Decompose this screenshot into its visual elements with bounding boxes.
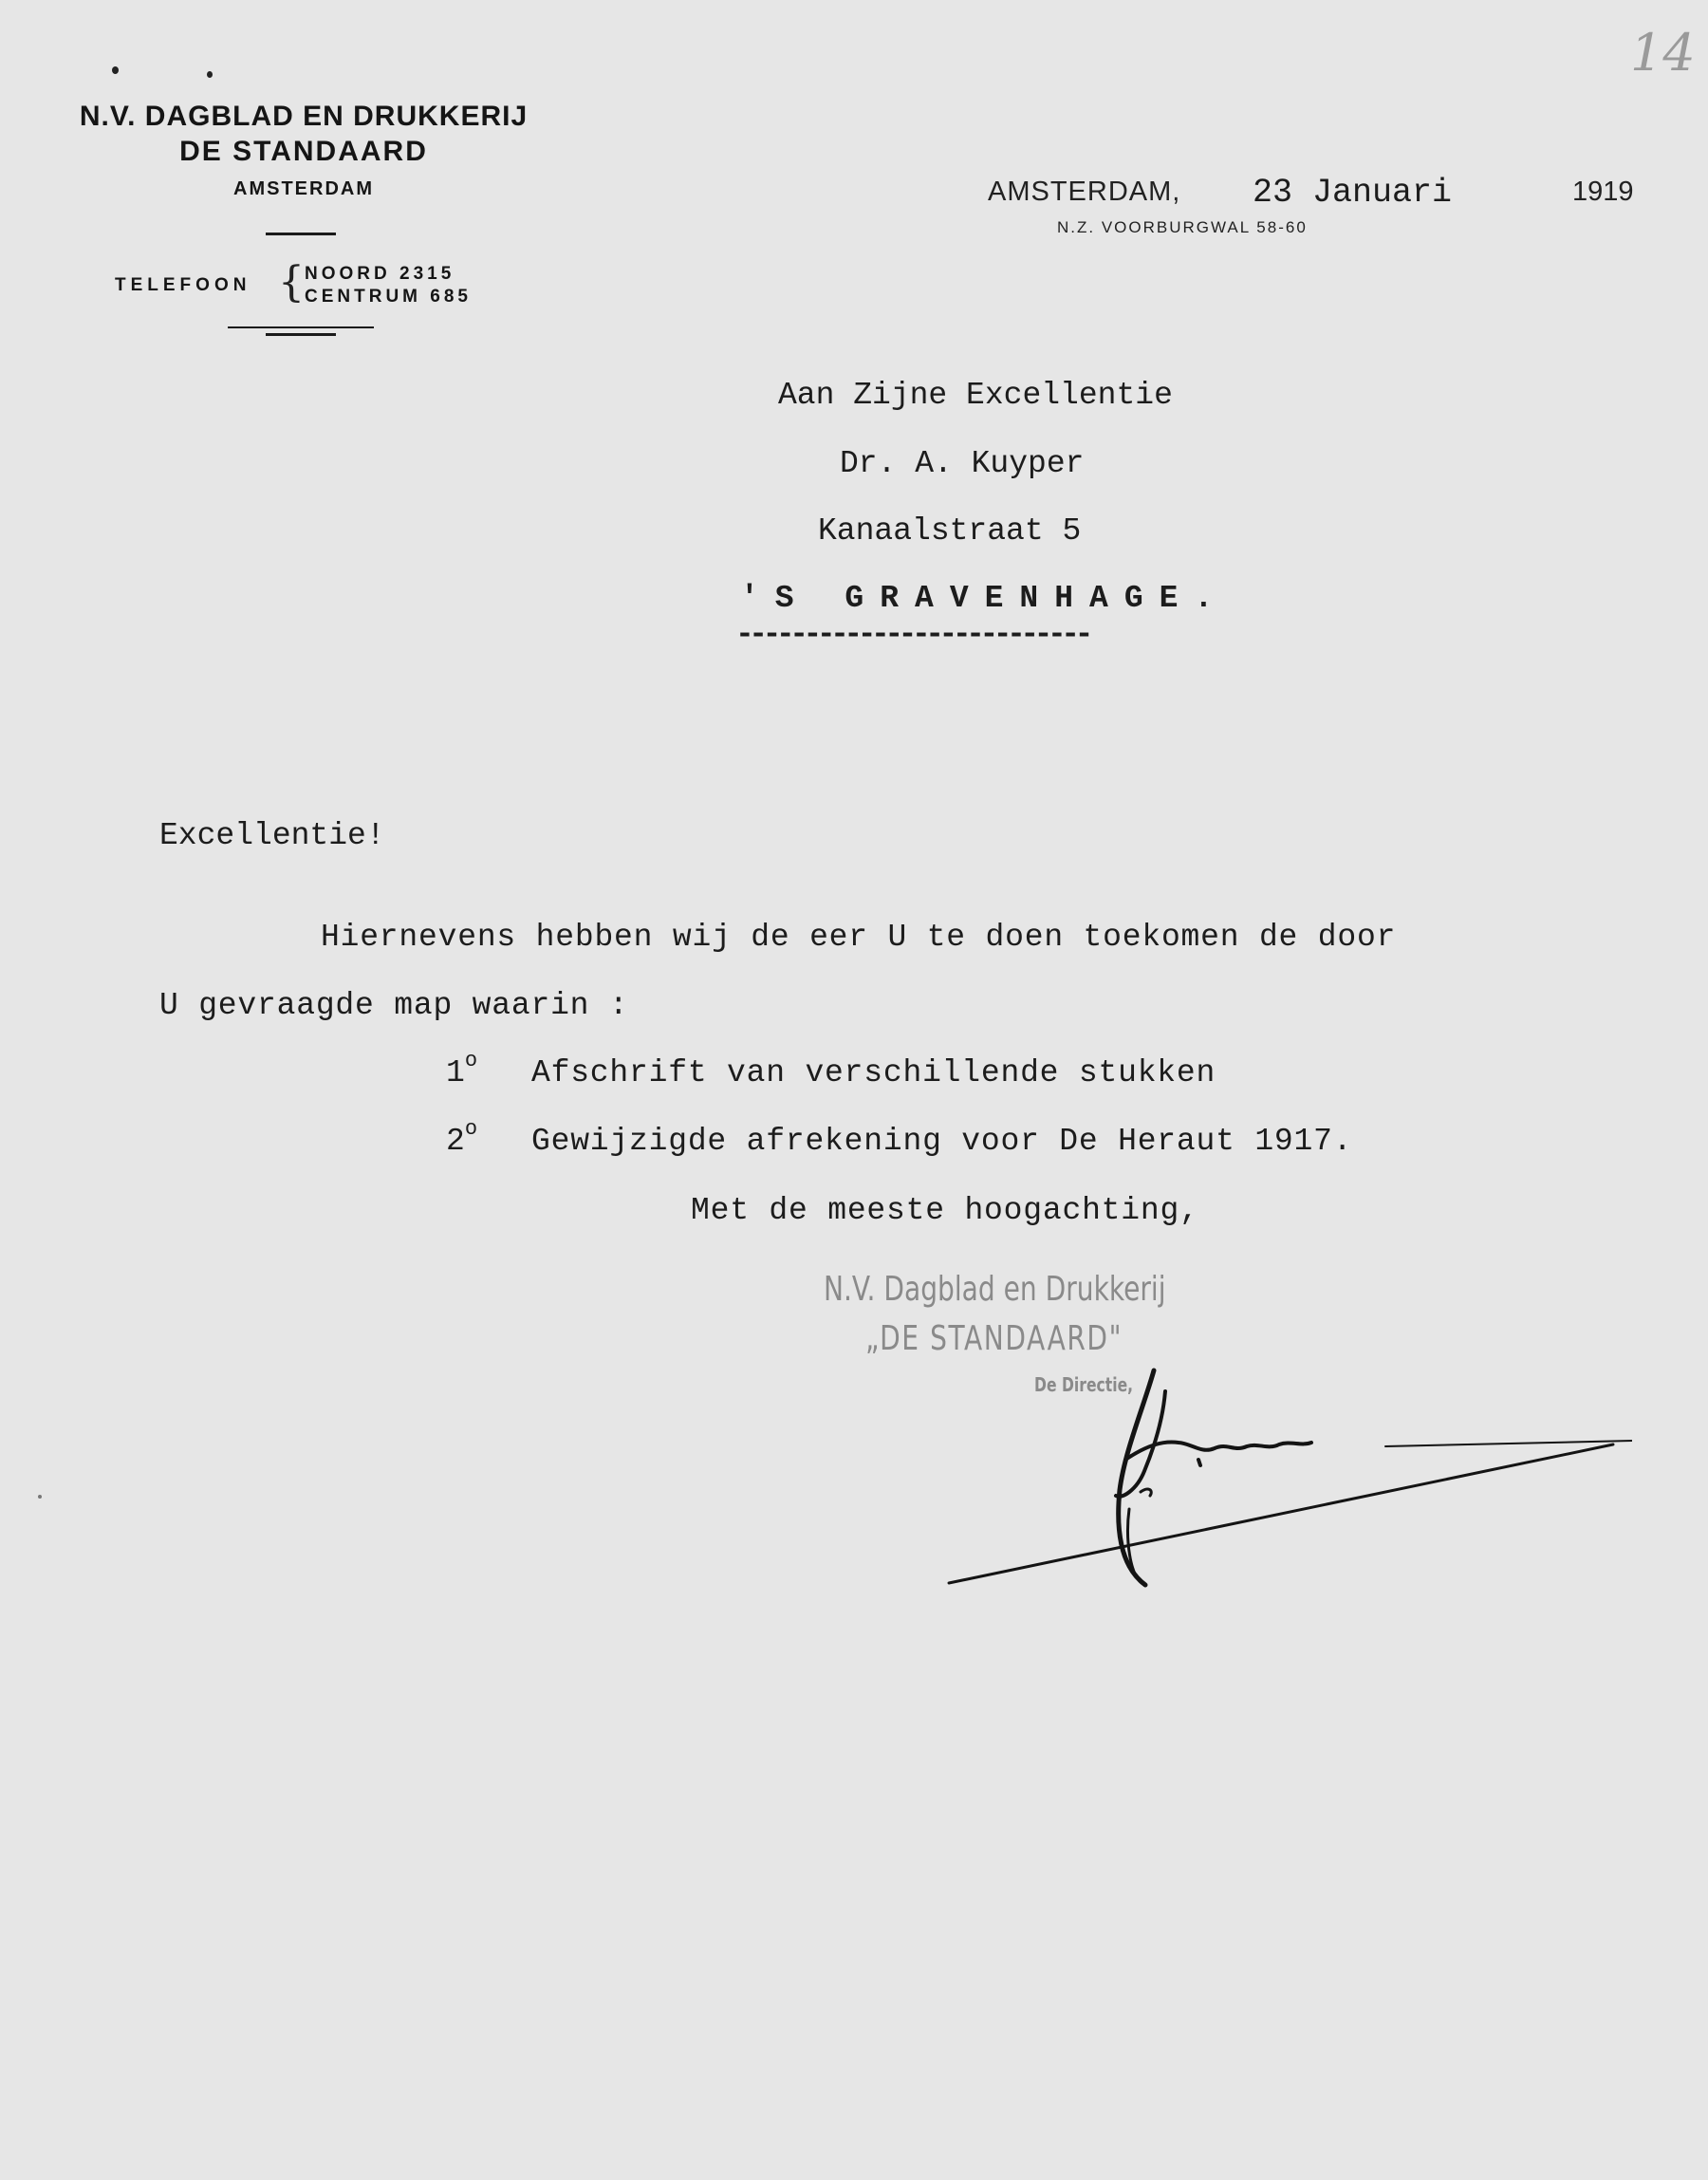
company-stamp-line2: „DE STANDAARD" — [865, 1319, 1123, 1358]
list-item-text: Gewijzigde afrekening voor De Heraut 1917. — [531, 1124, 1353, 1159]
company-name-line2: DE STANDAARD — [179, 136, 428, 167]
handwritten-signature — [930, 1348, 1632, 1604]
letterhead-rule — [266, 333, 336, 336]
date-place: AMSTERDAM, — [988, 177, 1181, 207]
address-underline: -------------------------- — [735, 617, 1088, 652]
company-stamp-line1: N.V. Dagblad en Drukkerij — [824, 1270, 1166, 1309]
page-number-annotation: 14 — [1630, 23, 1696, 83]
address-line2: Dr. A. Kuyper — [840, 446, 1085, 481]
list-item — [446, 1117, 478, 1159]
telephone-north: NOORD 2315 — [305, 264, 455, 284]
letterhead-rule — [228, 326, 374, 328]
date-year: 1919 — [1572, 177, 1634, 207]
telephone-label: TELEFOON — [115, 275, 251, 295]
address-line3: Kanaalstraat 5 — [818, 513, 1082, 549]
list-item-text: Afschrift van verschillende stukken — [531, 1055, 1216, 1090]
ink-speck — [38, 1495, 42, 1499]
ink-speck — [112, 66, 119, 74]
ink-speck — [207, 71, 213, 78]
letterhead-rule — [266, 233, 336, 235]
brace-icon: { — [278, 258, 305, 307]
list-item-number: 2 — [446, 1124, 465, 1159]
closing: Met de meeste hoogachting, — [691, 1193, 1199, 1228]
letterhead — [38, 99, 569, 200]
ordinal-indicator: o — [464, 1049, 478, 1072]
company-city: AMSTERDAM — [233, 178, 374, 199]
company-stamp-line3: De Directie, — [1034, 1373, 1134, 1396]
address-city: 'S GRAVENHAGE. — [740, 581, 1230, 616]
list-item-number: 1 — [446, 1055, 465, 1090]
ordinal-indicator: o — [464, 1117, 478, 1141]
company-name-line1: N.V. DAGBLAD EN DRUKKERIJ — [79, 101, 529, 132]
list-item — [446, 1049, 478, 1090]
date-day-month: 23 Januari — [1253, 174, 1453, 212]
address-line1: Aan Zijne Excellentie — [778, 378, 1173, 413]
street-address: N.Z. VOORBURGWAL 58-60 — [1057, 218, 1308, 236]
telephone-center: CENTRUM 685 — [305, 287, 472, 307]
paragraph-line1: Hiernevens hebben wij de eer U te doen toekomen de door — [321, 920, 1397, 955]
salutation: Excellentie! — [159, 818, 385, 853]
paragraph-line2: U gevraagde map waarin : — [159, 988, 629, 1023]
